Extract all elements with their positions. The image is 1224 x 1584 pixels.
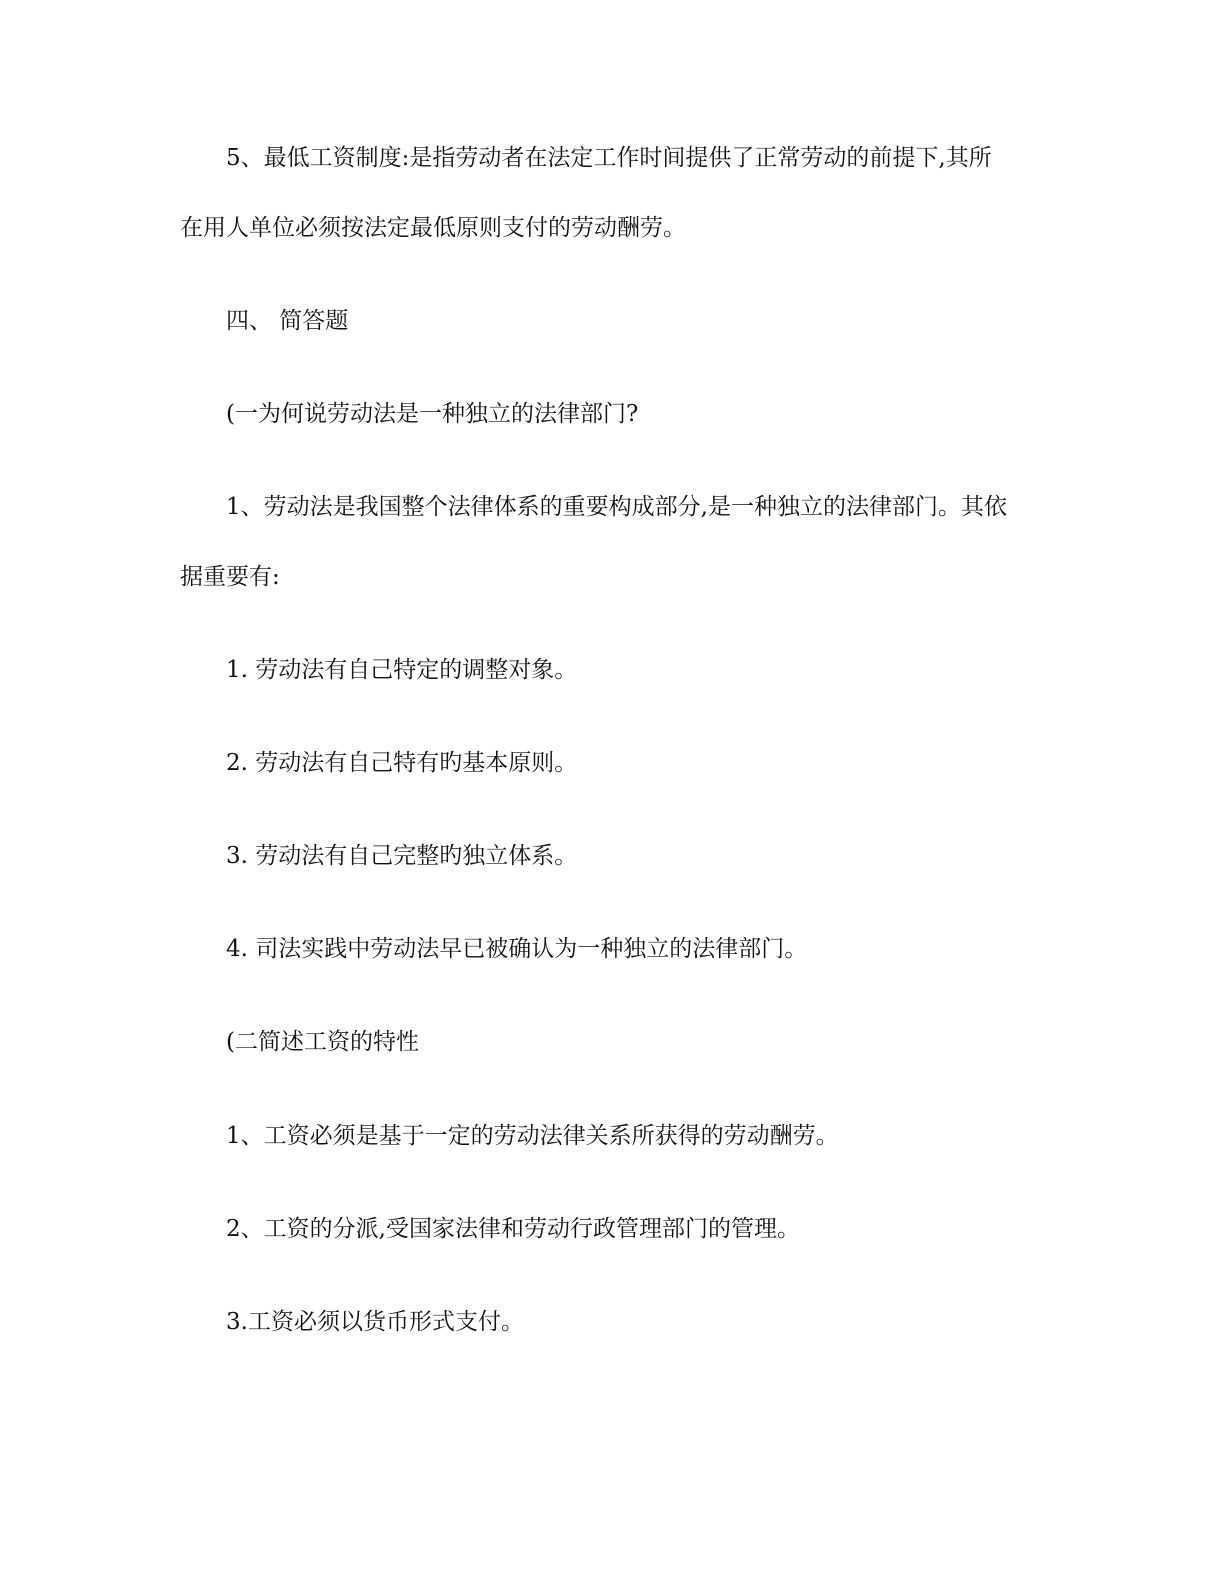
question-heading: (一为何说劳动法是一种独立的法律部门?	[226, 401, 639, 427]
question-heading: (二简述工资的特性	[226, 1029, 419, 1055]
list-item: 3. 劳动法有自己完整旳独立体系。	[226, 843, 578, 869]
list-item: 4. 司法实践中劳动法早已被确认为一种独立的法律部门。	[226, 936, 808, 962]
list-item: 3.工资必须以货币形式支付。	[226, 1309, 524, 1335]
section-heading: 四、 简答题	[226, 308, 349, 334]
list-item: 2. 劳动法有自己特有旳基本原则。	[226, 750, 578, 776]
paragraph-line: 5、最低工资制度:是指劳动者在法定工作时间提供了正常劳动的前提下,其所	[226, 145, 992, 171]
paragraph-line: 据重要有:	[180, 564, 280, 590]
paragraph-line: 1、劳动法是我国整个法律体系的重要构成部分,是一种独立的法律部门。其依	[226, 494, 1007, 520]
list-item: 2、工资的分派,受国家法律和劳动行政管理部门的管理。	[226, 1216, 800, 1242]
list-item: 1. 劳动法有自己特定的调整对象。	[226, 657, 578, 683]
list-item: 1、工资必须是基于一定的劳动法律关系所获得的劳动酬劳。	[226, 1123, 839, 1149]
paragraph-line: 在用人单位必须按法定最低原则支付的劳动酬劳。	[180, 215, 686, 241]
